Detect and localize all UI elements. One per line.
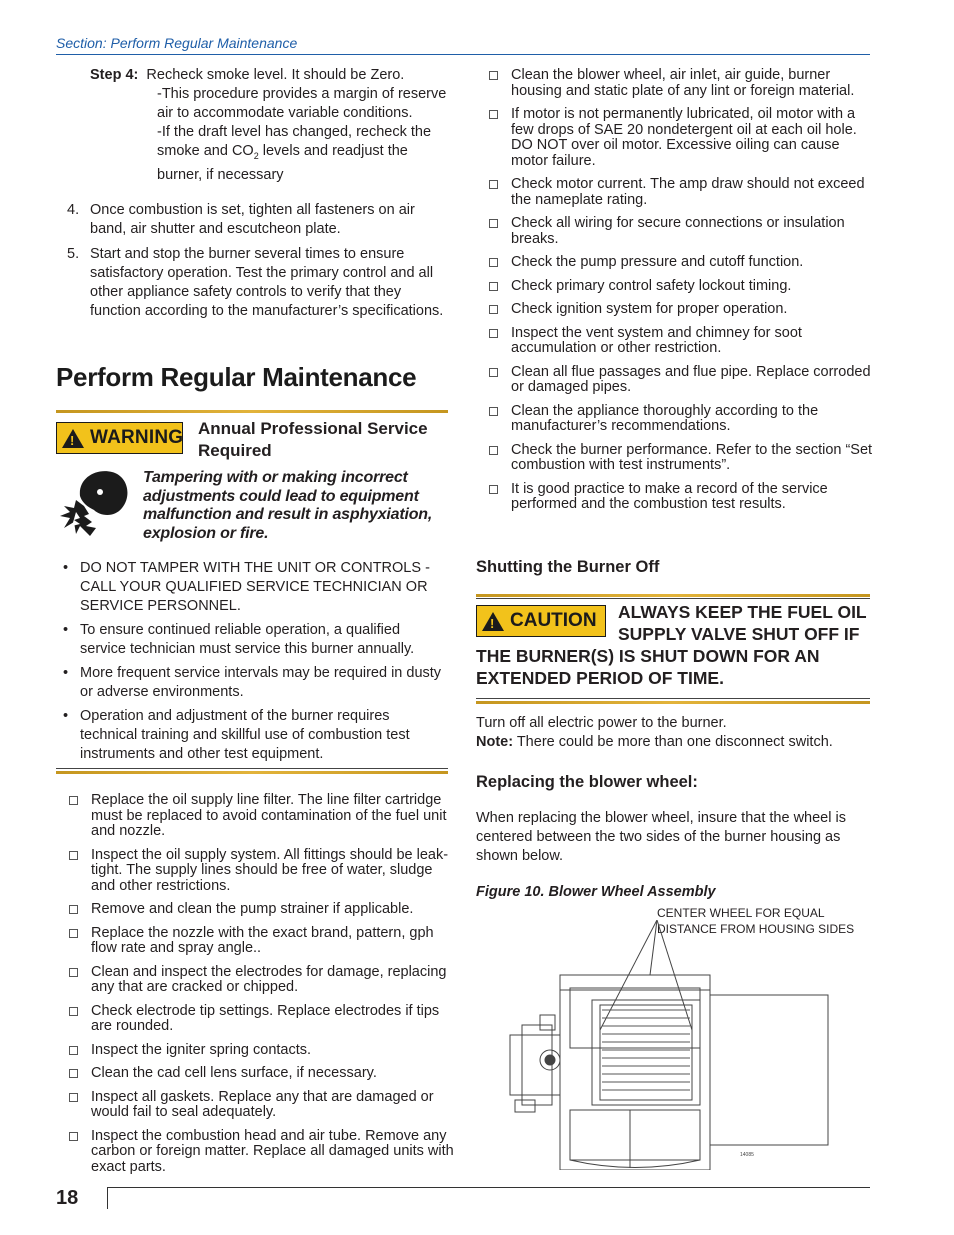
checklist-item: Check the burner performance. Refer to the section “Set combustion with test instruments”. [489,443,874,474]
svg-text:14085: 14085 [740,1152,754,1158]
blower-text: When replacing the blower wheel, insure that the wheel is centered between the two sides of the burner housing as shown below. [476,810,846,864]
checklist-item: Inspect the oil supply system. All fittings should be leak-tight. The supply lines should be free of water, sludge and other restrictions. [69,848,454,895]
checkbox-icon [489,180,498,189]
warning-bottom-rule-dark [56,768,448,769]
checkbox-icon [69,968,78,977]
checklist-item: Inspect all gaskets. Replace any that are damaged or would fail to seal adequately. [69,1090,454,1121]
checklist-item: Inspect the igniter spring contacts. [69,1043,454,1059]
warning-badge: ! WARNING [56,422,183,454]
list-item: • To ensure continued reliable operation, a qualified service technician must service this burner annually. [63,621,448,659]
warning-heading: Annual Professional Service Required [198,419,428,460]
checkbox-icon [69,929,78,938]
checklist-item: Clean all flue passages and flue pipe. Replace corroded or damaged pipes. [489,365,874,396]
list-item: • DO NOT TAMPER WITH THE UNIT OR CONTROLS - CALL YOUR QUALIFIED SERVICE TECHNICIAN OR SERVICE PERSONNEL. [63,559,448,616]
checkbox-icon [69,1007,78,1016]
checklist-item: Clean the appliance thoroughly according to the manufacturer’s recommendations. [489,404,874,435]
caution-top-rule [476,594,870,597]
checkbox-icon [69,1093,78,1102]
warning-italic-text: Tampering with or making incorrect adjustments could lead to equipment malfunction and result in asphyxiation, explosion or fire. [143,469,433,542]
checklist-item: Remove and clean the pump strainer if applicable. [69,902,454,918]
checklist-item: Check electrode tip settings. Replace electrodes if tips are rounded. [69,1004,454,1035]
checkbox-icon [69,1132,78,1141]
checkbox-icon [489,368,498,377]
caution-text: ALWAYS KEEP THE FUEL OIL SUPPLY VALVE SHUT OFF IF THE BURNER(S) IS SHUT DOWN FOR AN EXTENDED PERIOD OF TIME. [476,602,867,688]
checkbox-icon [69,905,78,914]
checklist-item: Check all wiring for secure connections or insulation breaks. [489,216,874,247]
checkbox-icon [489,446,498,455]
step-4 [90,66,450,185]
checklist-item: Inspect the vent system and chimney for soot accumulation or other restriction. [489,326,874,357]
numbered-item-4: 4. Once combustion is set, tighten all fasteners on air band, air shutter and escutcheon plate. [67,202,415,237]
checkbox-icon [69,796,78,805]
list-item: • More frequent service intervals may be required in dusty or adverse environments. [63,664,448,702]
step-4-note-1: -This procedure provides a margin of reserve air to accommodate variable conditions. [157,86,447,121]
checklist-item: It is good practice to make a record of the service performed and the combustion test results. [489,482,874,513]
blower-wheel-diagram [500,920,840,1170]
checklist-item: Replace the oil supply line filter. The line filter cartridge must be replaced to avoid contamination of the fuel unit and nozzle. [69,793,454,840]
checklist-item: Check the pump pressure and cutoff function. [489,255,874,271]
step-4-note-2: -If the draft level has changed, recheck the smoke and $CO_2$ levels and readjust the burner, if necessary [157,124,432,183]
list-item: • Operation and adjustment of the burner requires technical training and skillful use of combustion test instruments and other test equipment. [63,707,448,764]
checkbox-icon [489,219,498,228]
checklist-item: Clean the cad cell lens surface, if necessary. [69,1066,454,1082]
caution-triangle-icon: ! [482,612,504,631]
checklist-item: Clean and inspect the electrodes for damage, replacing any that are cracked or chipped. [69,965,454,996]
checklist-item: Replace the nozzle with the exact brand, pattern, gph flow rate and spray angle.. [69,926,454,957]
left-checklist [69,793,454,1175]
caution-top-rule-dark [476,598,870,599]
checkbox-icon [489,305,498,314]
checkbox-icon [489,110,498,119]
checkbox-icon [489,407,498,416]
page-title: Perform Regular Maintenance [56,362,417,392]
checklist-item: Check primary control safety lockout timing. [489,279,874,295]
checkbox-icon [489,71,498,80]
warning-top-rule [56,410,448,413]
right-checklist [489,68,874,513]
warning-triangle-icon: ! [62,429,84,448]
checkbox-icon [489,329,498,338]
numbered-item-5: 5. Start and stop the burner several times to ensure satisfactory operation. Test the primary control and all other appliance safety controls to verify that they function according to the manufacturer’s specifications. [67,246,444,319]
figure-caption: Figure 10. Blower Wheel Assembly [476,884,716,900]
checklist-item: Check motor current. The amp draw should not exceed the nameplate rating. [489,177,874,208]
step-4-text: Recheck smoke level. It should be Zero. [146,67,405,83]
shutoff-note: Note: There could be more than one disconnect switch. [476,734,833,750]
checkbox-icon [69,851,78,860]
footer-rule [107,1187,870,1188]
figure-callout: CENTER WHEEL FOR EQUAL DISTANCE FROM HOUSING SIDES [657,906,855,936]
step-4-label: Step 4: [90,67,139,83]
header-rule [56,54,870,55]
checkbox-icon [489,485,498,494]
caution-bottom-rule [476,701,870,704]
checkbox-icon [489,258,498,267]
caution-badge: ! CAUTION [476,605,606,637]
checklist-item: Clean the blower wheel, air inlet, air guide, burner housing and static plate of any lint or foreign material. [489,68,874,99]
blower-heading: Replacing the blower wheel: [476,773,698,791]
footer-vertical-rule [107,1187,108,1209]
explosion-hazard-icon [56,466,132,542]
checklist-item: If motor is not permanently lubricated, oil motor with a few drops of SAE 20 nondetergent oil at each oil hole. DO NOT over oil motor. Excessive oiling can cause motor failure. [489,107,874,169]
checkbox-icon [69,1069,78,1078]
warning-bullets [63,559,448,769]
checkbox-icon [489,282,498,291]
caution-bottom-rule-dark [476,698,870,699]
shutoff-heading: Shutting the Burner Off [476,558,660,576]
checkbox-icon [69,1046,78,1055]
warning-bottom-rule [56,771,448,774]
shutoff-text: Turn off all electric power to the burner. [476,715,727,731]
checklist-item: Inspect the combustion head and air tube. Remove any carbon or foreign matter. Replace all damaged units with exact parts. [69,1129,454,1176]
page-number: 18 [56,1187,79,1209]
section-header: Section: Perform Regular Maintenance [56,35,298,51]
checklist-item: Check ignition system for proper operation. [489,302,874,318]
